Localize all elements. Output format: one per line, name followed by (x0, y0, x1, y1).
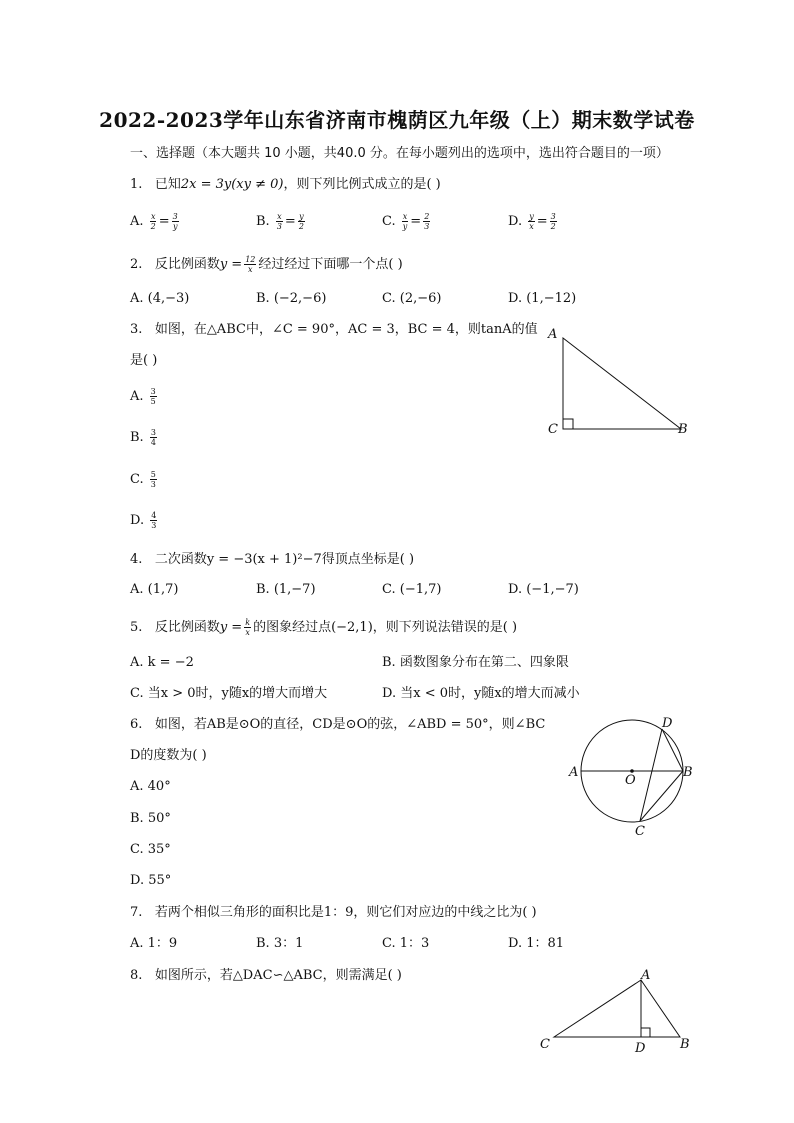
fraction: $\frac{4}{3}$ (151, 511, 157, 530)
question-text: 如图所示，若△DAC∽△ABC，则需满足( ) (154, 968, 402, 983)
q3-triangle-figure (540, 320, 700, 445)
question-text: 反比例函数 (154, 257, 220, 272)
question-5 (130, 618, 517, 637)
question-number: 6. (130, 717, 143, 732)
fraction: $\frac{x}{3}$ (276, 212, 282, 231)
point-label-c: C (635, 824, 645, 839)
segment-bd (662, 729, 683, 771)
q1-option-d[interactable]: D. $\frac{y}{x}$ = $\frac{3}{2}$ (508, 212, 556, 231)
question-text: ，则下列比例式成立的是( ) (283, 177, 441, 192)
question-math: y = (219, 257, 243, 272)
fraction: $\frac{y}{x}$ (529, 212, 534, 231)
question-4 (130, 551, 414, 569)
q6-circle-figure (566, 712, 706, 840)
question-text: 经过经过下面哪一个点( ) (258, 257, 403, 272)
q7-option-c[interactable]: C. 1：3 (382, 936, 430, 951)
fraction: $\frac{2}{3}$ (424, 212, 430, 231)
chord-cd (640, 729, 662, 821)
fraction: $\frac{y}{2}$ (298, 212, 304, 231)
fraction: $\frac{x}{y}$ (402, 212, 408, 231)
triangle-abc (563, 338, 681, 429)
point-label-b: B (683, 765, 693, 780)
q2-option-c[interactable]: C. (2,−6) (382, 291, 442, 306)
fraction: $\frac{5}{3}$ (150, 470, 156, 489)
question-number: 7. (130, 905, 143, 920)
fraction: $\frac{3}{2}$ (550, 212, 556, 231)
question-text: 已知 (154, 177, 181, 192)
option-label: B. (130, 430, 144, 445)
section-heading: 一、选择题（本大题共 10 小题，共40.0 分。在每小题列出的选项中，选出符合题目的一项） (130, 146, 669, 161)
q4-option-c[interactable]: C. (−1,7) (382, 582, 442, 597)
q7-option-b[interactable]: B. 3：1 (256, 936, 304, 951)
q3-option-d[interactable] (130, 511, 159, 530)
q5-option-d[interactable]: D. 当x < 0时，y随x的增大而减小 (382, 686, 580, 701)
vertex-label-c: C (548, 422, 558, 437)
option-label: B. (256, 214, 270, 229)
q5-option-a[interactable]: A. k = −2 (130, 655, 194, 670)
fraction: $\frac{3}{y}$ (172, 212, 178, 231)
right-angle-mark (563, 419, 573, 429)
q4-option-d[interactable]: D. (−1,−7) (508, 582, 579, 597)
vertex-label-b: B (680, 1037, 690, 1052)
question-number: 5. (130, 620, 143, 635)
question-text: 如图，若AB是⊙O的直径，CD是⊙O的弦，∠ABD = 50°，则∠BC (154, 717, 546, 732)
option-label: A. (130, 214, 144, 229)
page-title: 2022-2023学年山东省济南市槐荫区九年级（上）期末数学试卷 (99, 108, 695, 132)
point-label-o: O (625, 773, 636, 788)
triangle-abc (554, 980, 680, 1037)
question-6-cont: D的度数为( ) (130, 748, 207, 763)
point-label-a: A (569, 765, 579, 780)
q6-option-a[interactable]: A. 40° (130, 779, 171, 794)
question-3-cont: 是( ) (130, 353, 158, 368)
q4-option-a[interactable]: A. (1,7) (130, 582, 179, 597)
question-text: 反比例函数 (154, 620, 220, 635)
question-text: 的图象经过点(−2,1)，则下列说法错误的是( ) (253, 620, 518, 635)
q6-option-d[interactable]: D. 55° (130, 873, 172, 888)
q6-option-c[interactable]: C. 35° (130, 842, 171, 857)
option-label: D. (508, 214, 523, 229)
vertex-label-a: A (641, 968, 651, 983)
question-text: 如图，在△ABC中，∠C = 90°，AC = 3，BC = 4，则tanA的值 (154, 322, 538, 337)
q3-option-c[interactable] (130, 470, 159, 489)
right-angle-mark (641, 1028, 650, 1037)
q7-option-a[interactable]: A. 1：9 (130, 936, 178, 951)
question-7 (130, 904, 537, 922)
vertex-label-b: B (678, 422, 688, 437)
q4-option-b[interactable]: B. (1,−7) (256, 582, 316, 597)
option-label: A. (130, 389, 144, 404)
q2-option-a[interactable]: A. (4,−3) (130, 291, 190, 306)
question-8 (130, 967, 402, 985)
q1-option-b[interactable]: B. $\frac{x}{3}$ = $\frac{y}{2}$ (256, 212, 304, 231)
question-math: y = (219, 620, 243, 635)
q3-option-a[interactable] (130, 387, 159, 406)
point-label-d: D (635, 1041, 646, 1056)
option-label: C. (382, 214, 396, 229)
q1-option-c[interactable]: C. $\frac{x}{y}$ = $\frac{2}{3}$ (382, 212, 430, 231)
fraction: $\frac{3}{4}$ (150, 428, 156, 447)
question-text: 若两个相似三角形的面积比是1：9，则它们对应边的中线之比为( ) (154, 905, 537, 920)
q1-option-a[interactable]: A. $\frac{x}{2}$ = $\frac{3}{y}$ (130, 212, 178, 231)
vertex-label-c: C (540, 1037, 550, 1052)
question-number: 8. (130, 968, 143, 983)
q7-option-d[interactable]: D. 1：81 (508, 936, 565, 951)
option-label: D. (130, 513, 145, 528)
question-number: 3. (130, 322, 143, 337)
fraction: $\frac{x}{2}$ (150, 212, 156, 231)
q5-option-c[interactable]: C. 当x > 0时，y随x的增大而增大 (130, 686, 328, 701)
vertex-label-a: A (548, 327, 558, 342)
question-text: 二次函数y = −3(x + 1)²−7得顶点坐标是( ) (154, 552, 415, 567)
fraction: $\frac{12}{x}$ (245, 255, 256, 274)
q2-option-d[interactable]: D. (1,−12) (508, 291, 577, 306)
point-label-d: D (662, 716, 673, 731)
option-label: C. (130, 472, 144, 487)
q3-option-b[interactable] (130, 428, 159, 447)
q2-option-b[interactable]: B. (−2,−6) (256, 291, 327, 306)
question-2 (130, 255, 403, 274)
question-1 (130, 176, 441, 194)
question-math: 2x = 3y(xy ≠ 0) (180, 177, 284, 192)
fraction: $\frac{k}{x}$ (245, 618, 251, 637)
question-number: 1. (130, 177, 143, 192)
q8-triangle-figure (536, 966, 700, 1058)
fraction: $\frac{3}{5}$ (150, 387, 156, 406)
question-6 (130, 716, 545, 734)
question-number: 4. (130, 552, 143, 567)
question-3 (130, 321, 538, 339)
question-number: 2. (130, 257, 143, 272)
q5-option-b[interactable]: B. 函数图象分布在第二、四象限 (382, 655, 569, 670)
q6-option-b[interactable]: B. 50° (130, 811, 171, 826)
